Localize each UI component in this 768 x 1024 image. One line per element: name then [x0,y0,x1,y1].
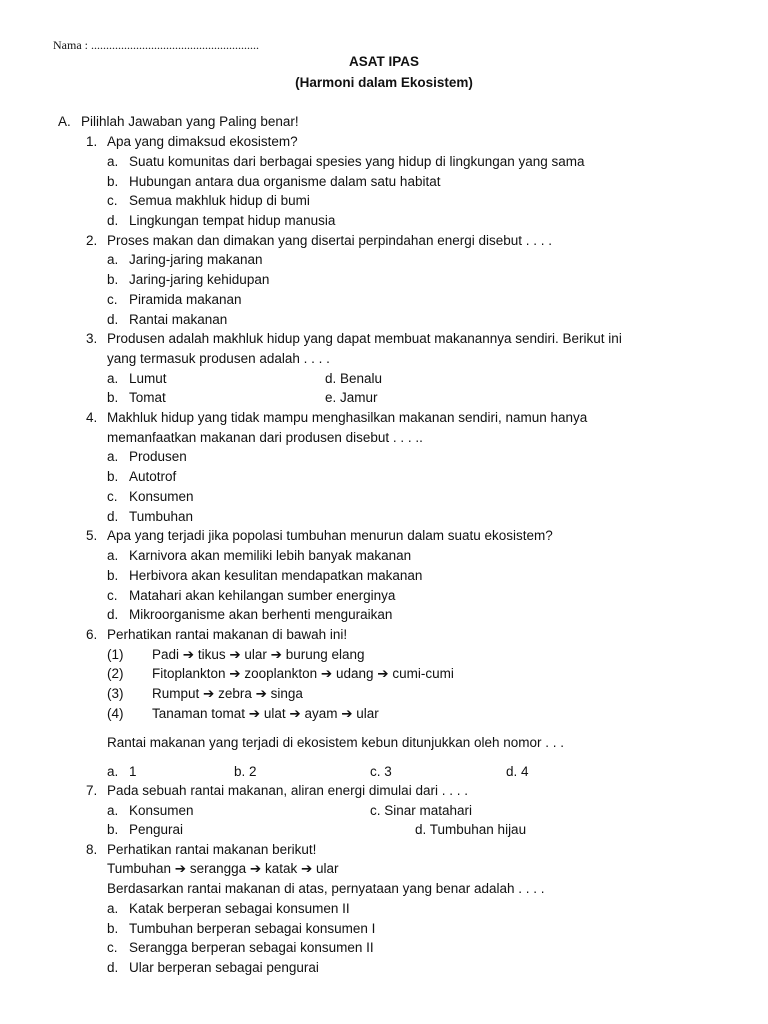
question-4-text-line-2: memanfaatkan makanan dari produsen disebut . . . .. [107,430,423,445]
question-5-number: 5. [86,528,98,543]
q6-chain-4: Tanaman tomat ➔ ulat ➔ ayam ➔ ular [152,706,379,721]
q5-option-d: Mikroorganisme akan berhenti menguraikan [129,607,393,622]
q6-option-b: b. 2 [234,764,257,779]
question-2-text: Proses makan dan dimakan yang disertai perpindahan energi disebut . . . . [107,233,553,248]
q6-chain-4-number: (4) [107,706,124,721]
q3-option-a: Lumut [129,371,167,386]
question-6-prompt: Rantai makanan yang terjadi di ekosistem kebun ditunjukkan oleh nomor . . . [107,735,565,750]
question-7-text: Pada sebuah rantai makanan, aliran energi dimulai dari . . . . [107,783,468,798]
q8-option-d: Ular berperan sebagai pengurai [129,960,319,975]
q1-option-a: Suatu komunitas dari berbagai spesies yang hidup di lingkungan yang sama [129,154,585,169]
question-5-text: Apa yang terjadi jika popolasi tumbuhan menurun dalam suatu ekosistem? [107,528,553,543]
q3-option-d: d. Benalu [325,371,383,386]
q8-option-a-letter: a. [107,901,119,916]
q6-option-c: c. 3 [370,764,392,779]
q4-option-b: Autotrof [129,469,177,484]
q2-option-a-letter: a. [107,252,119,267]
q6-chain-2: Fitoplankton ➔ zooplankton ➔ udang ➔ cumi-cumi [152,666,454,681]
q7-option-c: c. Sinar matahari [370,803,473,818]
q5-option-b-letter: b. [107,568,119,583]
q3-option-e: e. Jamur [325,390,378,405]
question-8-text: Perhatikan rantai makanan berikut! [107,842,317,857]
q3-option-b-letter: b. [107,390,119,405]
q3-option-a-letter: a. [107,371,119,386]
q5-option-a-letter: a. [107,548,119,563]
q4-option-d-letter: d. [107,509,119,524]
q4-option-c: Konsumen [129,489,194,504]
q1-option-a-letter: a. [107,154,119,169]
q8-option-c-letter: c. [107,940,118,955]
question-4-text-line-1: Makhluk hidup yang tidak mampu menghasilkan makanan sendiri, namun hanya [107,410,588,425]
q4-option-a: Produsen [129,449,187,464]
q1-option-d: Lingkungan tempat hidup manusia [129,213,336,228]
q1-option-b: Hubungan antara dua organisme dalam satu habitat [129,174,441,189]
q1-option-b-letter: b. [107,174,119,189]
q8-option-c: Serangga berperan sebagai konsumen II [129,940,374,955]
q8-option-d-letter: d. [107,960,119,975]
q7-option-a-letter: a. [107,803,119,818]
q6-chain-3-number: (3) [107,686,124,701]
q6-option-a-letter: a. [107,764,119,779]
question-2-number: 2. [86,233,98,248]
question-3-number: 3. [86,331,98,346]
q4-option-c-letter: c. [107,489,118,504]
question-7-number: 7. [86,783,98,798]
q8-option-a: Katak berperan sebagai konsumen II [129,901,350,916]
question-6-text: Perhatikan rantai makanan di bawah ini! [107,627,348,642]
q1-option-c: Semua makhluk hidup di bumi [129,193,310,208]
q7-option-d: d. Tumbuhan hijau [415,822,527,837]
q2-option-d: Rantai makanan [129,312,228,327]
q8-option-b: Tumbuhan berperan sebagai konsumen I [129,921,376,936]
q5-option-b: Herbivora akan kesulitan mendapatkan makanan [129,568,423,583]
q5-option-d-letter: d. [107,607,119,622]
q4-option-d: Tumbuhan [129,509,194,524]
q2-option-a: Jaring-jaring makanan [129,252,263,267]
q2-option-b-letter: b. [107,272,119,287]
q5-option-c: Matahari akan kehilangan sumber energinya [129,588,396,603]
q7-option-a: Konsumen [129,803,194,818]
q6-chain-3: Rumput ➔ zebra ➔ singa [152,686,303,701]
question-8-number: 8. [86,842,98,857]
exam-subtitle: (Harmoni dalam Ekosistem) [295,75,473,90]
question-8-prompt: Berdasarkan rantai makanan di atas, pernyataan yang benar adalah . . . . [107,881,545,896]
question-3-text-line-2: yang termasuk produsen adalah . . . . [107,351,330,366]
q6-chain-1-number: (1) [107,647,124,662]
question-1-text: Apa yang dimaksud ekosistem? [107,134,298,149]
question-3-text-line-1: Produsen adalah makhluk hidup yang dapat membuat makanannya sendiri. Berikut ini [107,331,622,346]
q1-option-c-letter: c. [107,193,118,208]
q1-option-d-letter: d. [107,213,119,228]
q3-option-b: Tomat [129,390,166,405]
q6-chain-1: Padi ➔ tikus ➔ ular ➔ burung elang [152,647,365,662]
q2-option-c-letter: c. [107,292,118,307]
question-6-number: 6. [86,627,98,642]
section-instruction: Pilihlah Jawaban yang Paling benar! [81,114,299,129]
section-letter: A. [58,114,71,129]
q2-option-d-letter: d. [107,312,119,327]
q8-option-b-letter: b. [107,921,119,936]
q4-option-b-letter: b. [107,469,119,484]
q5-option-c-letter: c. [107,588,118,603]
q4-option-a-letter: a. [107,449,119,464]
q6-option-d: d. 4 [506,764,529,779]
q2-option-c: Piramida makanan [129,292,242,307]
q2-option-b: Jaring-jaring kehidupan [129,272,270,287]
q8-food-chain: Tumbuhan ➔ serangga ➔ katak ➔ ular [107,861,339,876]
q7-option-b: Pengurai [129,822,184,837]
q6-chain-2-number: (2) [107,666,124,681]
question-1-number: 1. [86,134,98,149]
exam-title: ASAT IPAS [348,54,419,69]
question-4-number: 4. [86,410,98,425]
q6-option-a: 1 [129,764,137,779]
q5-option-a: Karnivora akan memiliki lebih banyak makanan [129,548,412,563]
name-field-label: Nama : ........................................................ [53,38,259,52]
q7-option-b-letter: b. [107,822,119,837]
